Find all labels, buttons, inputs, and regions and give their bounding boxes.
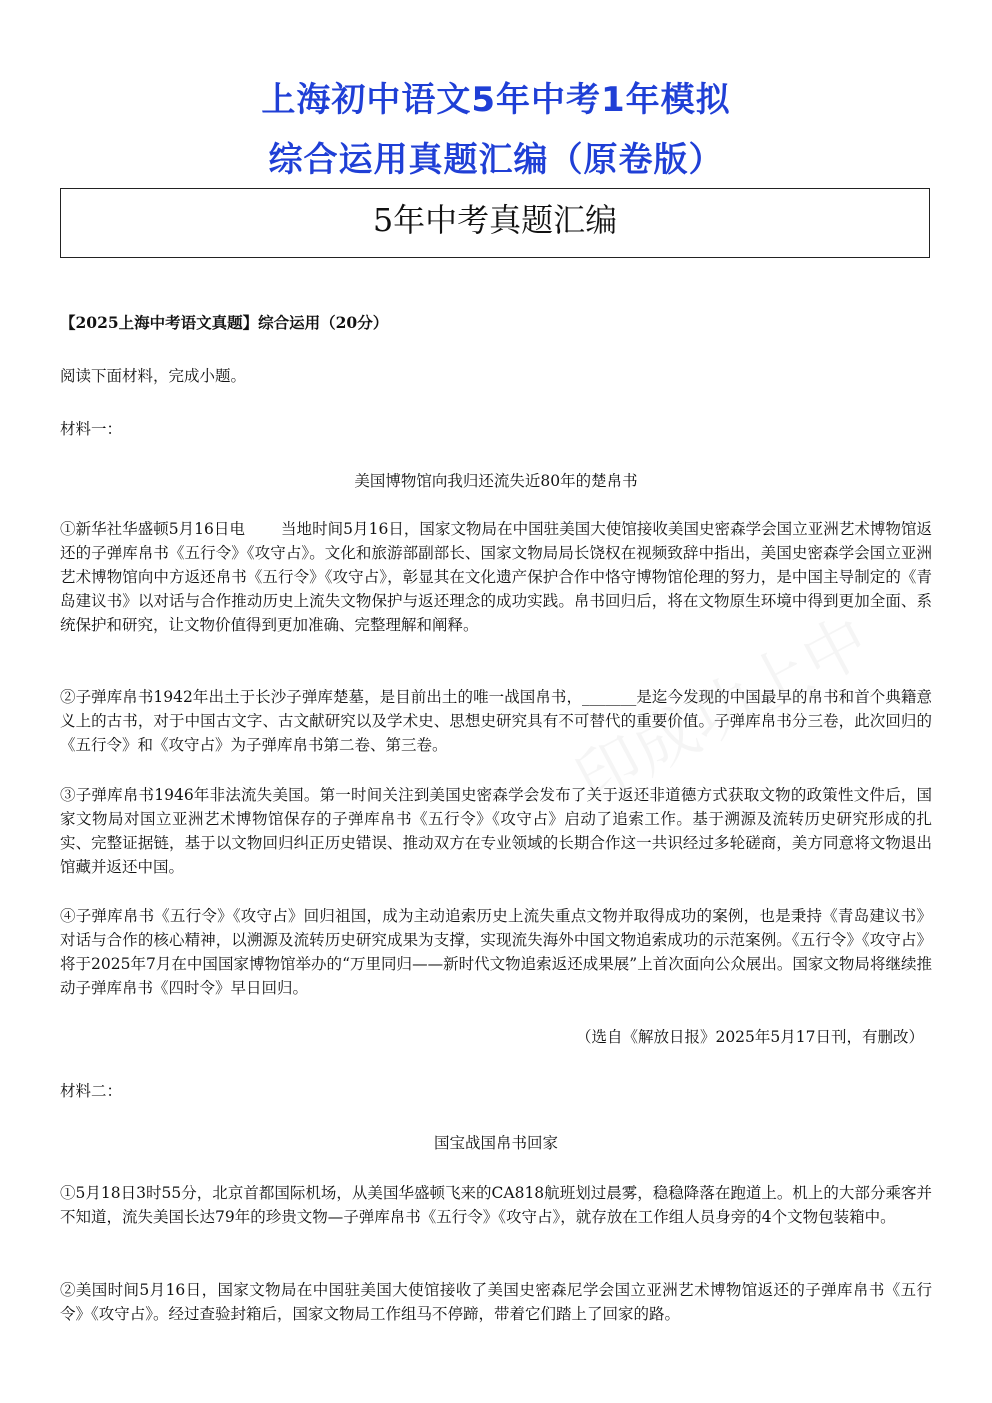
material1-paragraph-3 xyxy=(60,783,932,879)
material2-title: 国宝战国帛书回家 xyxy=(433,1134,558,1152)
material2-paragraph-1 xyxy=(60,1181,932,1229)
paragraph-text: ①新华社华盛顿5月16日电 当地时间5月16日，国家文物局在中国驻美国大使馆接收美国史密森学会国立亚洲艺术博物馆返还的子弹库帛书《五行令》《攻守占》。文化和旅游部副部长、国家文物局局长饶权在视频致辞中指出，美国史密森学会国立亚洲艺术博物馆向中方返还帛书《五行令》《攻守占》，彰显其在文化遗产保护合作中恪守博物馆伦理的努力，是中国主导制定的《青岛建议书》以对话与合作推动历史上流失文物保护与返还理念的成功实践。帛书回归后，将在文物原生环境中得到更加全面、系统保护和研究，让文物价值得到更加准确、完整理解和阐释。 xyxy=(60,520,932,634)
paragraph-text: ①5月18日3时55分，北京首都国际机场，从美国华盛顿飞来的CA818航班划过晨雾，稳稳降落在跑道上。机上的大部分乘客并不知道，流失美国长达79年的珍贵文物—子弹库帛书《五行令》《攻守占》，就存放在工作组人员身旁的4个文物包装箱中。 xyxy=(60,1184,932,1226)
question-heading: 【2025上海中考语文真题】综合运用（20分） xyxy=(60,313,389,332)
section-box-title: 5年中考真题汇编 xyxy=(372,201,618,239)
material1-paragraph-4 xyxy=(60,904,932,1000)
instruction-text: 阅读下面材料，完成小题。 xyxy=(60,367,247,385)
material2-paragraph-2 xyxy=(60,1278,932,1326)
section-box xyxy=(60,188,930,258)
material1-label: 材料一： xyxy=(60,420,123,438)
paragraph-text: ②美国时间5月16日，国家文物局在中国驻美国大使馆接收了美国史密森尼学会国立亚洲艺术博物馆返还的子弹库帛书《五行令》《攻守占》。经过查验封箱后，国家文物局工作组马不停蹄，带着它们踏上了回家的路。 xyxy=(60,1281,932,1323)
material1-title: 美国博物馆向我归还流失近80年的楚帛书 xyxy=(354,472,638,490)
paragraph-text: ④子弹库帛书《五行令》《攻守占》回归祖国，成为主动追索历史上流失重点文物并取得成功的案例，也是秉持《青岛建议书》对话与合作的核心精神，以溯源及流转历史研究成果为支撑，实现流失海外中国文物追索成功的示范案例。《五行令》《攻守占》将于2025年7月在中国国家博物馆举办的“万里同归——新时代文物追索返还成果展”上首次面向公众展出。国家文物局将继续推动子弹库帛书《四时令》早日回归。 xyxy=(60,907,932,997)
document-title-line2: 综合运用真题汇编（原卷版） xyxy=(268,140,724,180)
paragraph-text: ②子弹库帛书1942年出土于长沙子弹库楚墓，是目前出土的唯一战国帛书，_______是迄今发现的中国最早的帛书和首个典籍意义上的古书，对于中国古文字、古文献研究以及学术史、思想史研究具有不可替代的重要价值。子弹库帛书分三卷，此次回归的《五行令》和《攻守占》为子弹库帛书第二卷、第三卷。 xyxy=(60,688,932,754)
material1-paragraph-1 xyxy=(60,517,932,637)
document-title-line1: 上海初中语文5年中考1年模拟 xyxy=(261,80,731,120)
paragraph-text: ③子弹库帛书1946年非法流失美国。第一时间关注到美国史密森学会发布了关于返还非道德方式获取文物的政策性文件后，国家文物局对国立亚洲艺术博物馆保存的子弹库帛书《五行令》《攻守占》启动了追索工作。基于溯源及流转历史研究形成的扎实、完整证据链，基于以文物回归纠正历史错误、推动双方在专业领域的长期合作这一共识经过多轮磋商，美方同意将文物退出馆藏并返还中国。 xyxy=(60,786,932,876)
material1-paragraph-2 xyxy=(60,685,932,757)
material2-label: 材料二： xyxy=(60,1082,123,1100)
material1-source: （选自《解放日报》2025年5月17日刊，有删改） xyxy=(575,1028,924,1046)
